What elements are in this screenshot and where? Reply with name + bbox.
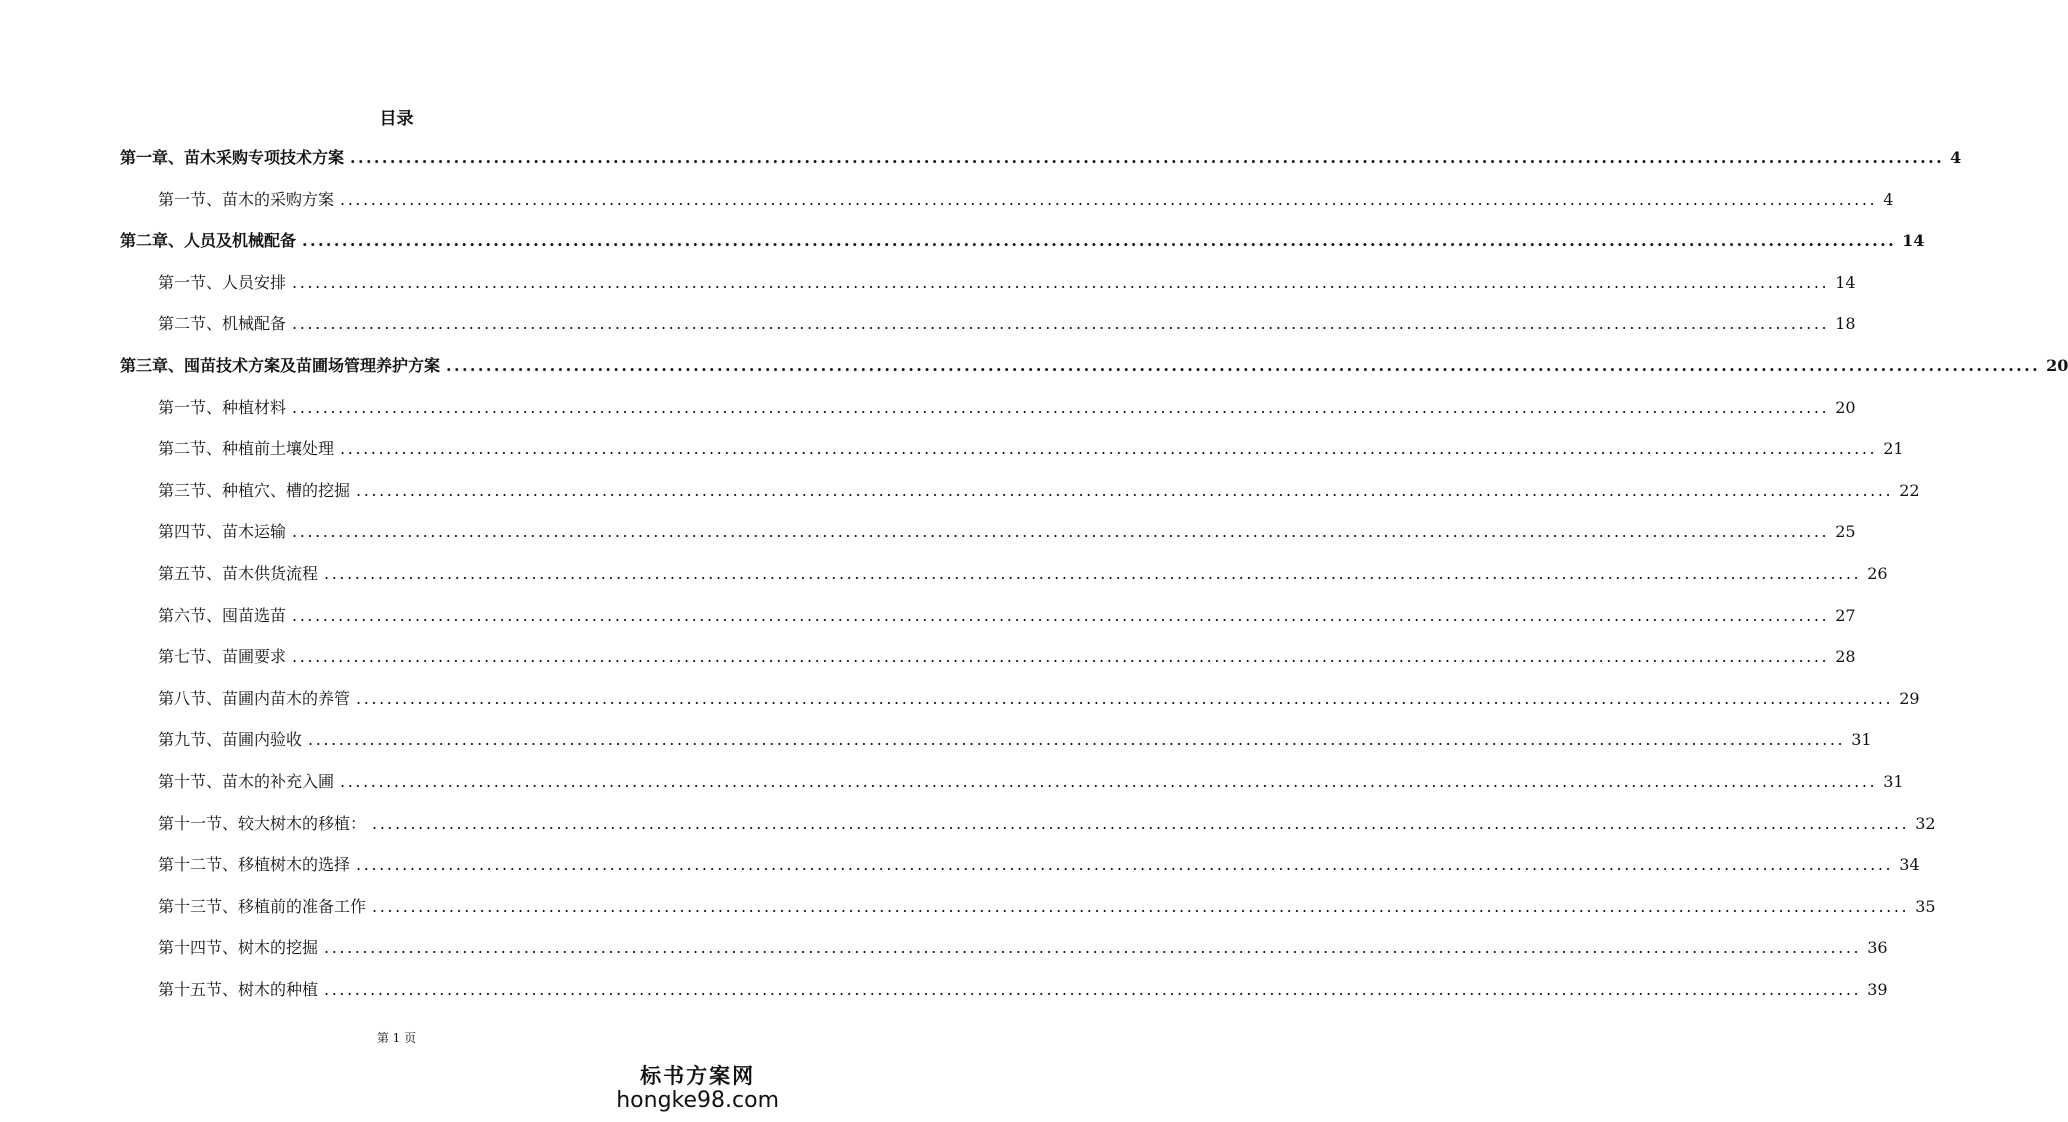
toc-entry-page: 22 [1899, 481, 1920, 500]
page-title: 目录 [379, 109, 414, 129]
toc-entry-section[interactable] [158, 603, 1856, 627]
toc-dot-leader: ........................................................................................................................................................................................................ [302, 231, 1897, 250]
toc-entry-label: 第三章、囤苗技术方案及苗圃场管理养护方案 [120, 356, 441, 375]
toc-dot-leader: ........................................................................................................................................................................................................ [340, 439, 1878, 458]
toc-entry-label: 第一节、苗木的采购方案 [158, 190, 335, 209]
toc-entry-page: 39 [1867, 980, 1888, 999]
toc-dot-leader: ........................................................................................................................................................................................................ [446, 356, 2041, 375]
toc-entry-page: 28 [1835, 647, 1856, 666]
toc-dot-leader: ........................................................................................................................................................................................................ [308, 730, 1846, 749]
toc-entry-page: 4 [1950, 148, 1962, 167]
toc-entry-label: 第一章、苗木采购专项技术方案 [120, 148, 345, 167]
toc-entry-label: 第四节、苗木运输 [158, 522, 287, 541]
toc-entry-page: 31 [1851, 730, 1872, 749]
toc-dot-leader: ........................................................................................................................................................................................................ [292, 606, 1830, 625]
toc-entry-page: 14 [1902, 231, 1925, 250]
toc-entry-section[interactable] [158, 894, 1936, 918]
toc-entry-label: 第十三节、移植前的准备工作 [158, 897, 367, 916]
toc-entry-page: 34 [1899, 855, 1920, 874]
toc-entry-label: 第十二节、移植树木的选择 [158, 855, 351, 874]
toc-entry-label: 第九节、苗圃内验收 [158, 730, 303, 749]
watermark-brand: 标书方案网 [640, 1064, 756, 1088]
toc-entry-chapter[interactable] [120, 353, 2068, 377]
toc-entry-label: 第十五节、树木的种植 [158, 980, 319, 999]
toc-entry-section[interactable] [158, 311, 1856, 335]
toc-dot-leader: ........................................................................................................................................................................................................ [350, 148, 1945, 167]
toc-dot-leader: ........................................................................................................................................................................................................ [372, 897, 1910, 916]
toc-entry-label: 第一节、种植材料 [158, 398, 287, 417]
toc-entry-page: 20 [2046, 356, 2068, 375]
toc-entry-label: 第七节、苗圃要求 [158, 647, 287, 666]
toc-entry-section[interactable] [158, 187, 1894, 211]
toc-entry-section[interactable] [158, 478, 1920, 502]
toc-dot-leader: ........................................................................................................................................................................................................ [292, 522, 1830, 541]
toc-entry-chapter[interactable] [120, 145, 1962, 169]
toc-entry-page: 27 [1835, 606, 1856, 625]
toc-entry-page: 18 [1835, 314, 1856, 333]
toc-dot-leader: ........................................................................................................................................................................................................ [324, 564, 1862, 583]
toc-entry-chapter[interactable] [120, 228, 1925, 252]
toc-entry-page: 25 [1835, 522, 1856, 541]
toc-entry-label: 第五节、苗木供货流程 [158, 564, 319, 583]
toc-entry-page: 26 [1867, 564, 1888, 583]
toc-entry-label: 第十一节、较大树木的移植： [158, 814, 367, 833]
toc-dot-leader: ........................................................................................................................................................................................................ [356, 689, 1894, 708]
toc-entry-section[interactable] [158, 561, 1888, 585]
toc-dot-leader: ........................................................................................................................................................................................................ [356, 481, 1894, 500]
toc-entry-section[interactable] [158, 644, 1856, 668]
toc-entry-section[interactable] [158, 727, 1872, 751]
toc-dot-leader: ........................................................................................................................................................................................................ [324, 938, 1862, 957]
toc-entry-label: 第一节、人员安排 [158, 273, 287, 292]
toc-dot-leader: ........................................................................................................................................................................................................ [372, 814, 1910, 833]
toc-dot-leader: ........................................................................................................................................................................................................ [340, 772, 1878, 791]
toc-entry-label: 第二章、人员及机械配备 [120, 231, 297, 250]
toc-entry-page: 32 [1915, 814, 1936, 833]
watermark [616, 1060, 779, 1113]
toc-dot-leader: ........................................................................................................................................................................................................ [292, 314, 1830, 333]
toc-entry-page: 35 [1915, 897, 1936, 916]
toc-entry-page: 20 [1835, 398, 1856, 417]
toc-entry-section[interactable] [158, 769, 1904, 793]
toc-entry-section[interactable] [158, 436, 1904, 460]
toc-dot-leader: ........................................................................................................................................................................................................ [292, 647, 1830, 666]
toc-entry-section[interactable] [158, 852, 1920, 876]
toc-entry-label: 第二节、机械配备 [158, 314, 287, 333]
page-footer: 第 1 页 [376, 1031, 417, 1045]
toc-entry-page: 36 [1867, 938, 1888, 957]
toc-entry-label: 第十节、苗木的补充入圃 [158, 772, 335, 791]
toc-entry-label: 第十四节、树木的挖掘 [158, 938, 319, 957]
toc-entry-page: 31 [1883, 772, 1904, 791]
toc-entry-label: 第六节、囤苗选苗 [158, 606, 287, 625]
toc-entry-section[interactable] [158, 977, 1888, 1001]
toc-dot-leader: ........................................................................................................................................................................................................ [324, 980, 1862, 999]
toc-entry-page: 21 [1883, 439, 1904, 458]
toc-dot-leader: ........................................................................................................................................................................................................ [292, 273, 1830, 292]
toc-entry-page: 29 [1899, 689, 1920, 708]
toc-dot-leader: ........................................................................................................................................................................................................ [292, 398, 1830, 417]
toc-entry-label: 第三节、种植穴、槽的挖掘 [158, 481, 351, 500]
toc-entry-page: 4 [1883, 190, 1894, 209]
toc-dot-leader: ........................................................................................................................................................................................................ [356, 855, 1894, 874]
toc-entry-label: 第八节、苗圃内苗木的养管 [158, 689, 351, 708]
toc-entry-section[interactable] [158, 686, 1920, 710]
toc-entry-section[interactable] [158, 519, 1856, 543]
toc-entry-section[interactable] [158, 811, 1936, 835]
toc-entry-page: 14 [1835, 273, 1856, 292]
toc-entry-section[interactable] [158, 270, 1856, 294]
toc-entry-section[interactable] [158, 935, 1888, 959]
toc-dot-leader: ........................................................................................................................................................................................................ [340, 190, 1878, 209]
toc-entry-label: 第二节、种植前土壤处理 [158, 439, 335, 458]
toc-entry-section[interactable] [158, 395, 1856, 419]
watermark-url: hongke98.com [616, 1088, 779, 1113]
